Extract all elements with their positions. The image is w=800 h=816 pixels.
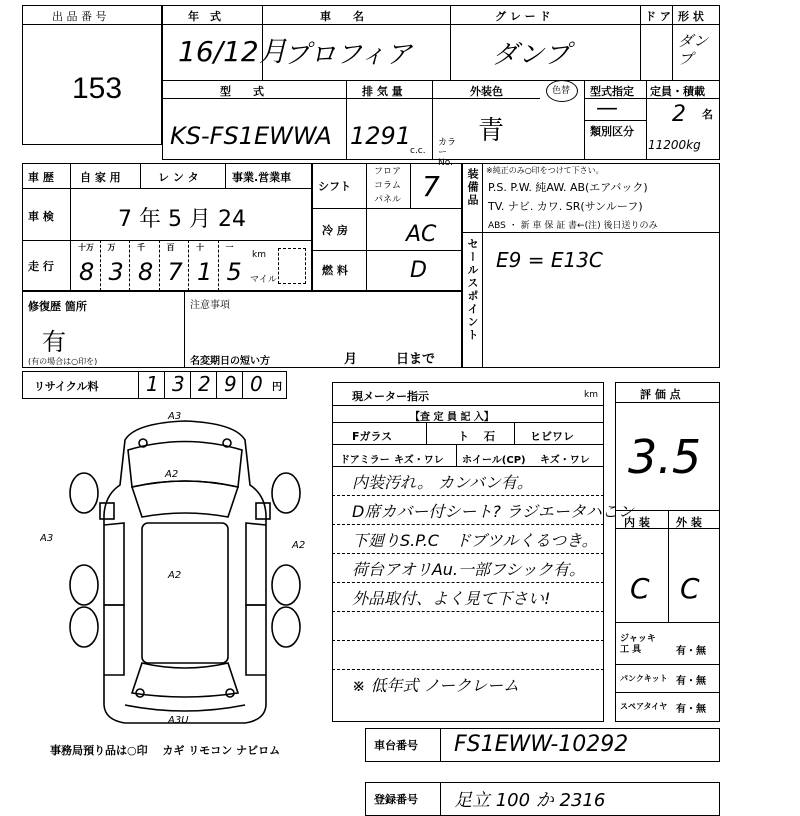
jack-label: ジャッキ 工 具 — [620, 634, 656, 655]
recycle-label: リサイクル料 — [34, 380, 99, 393]
year-label: 年 式 — [188, 10, 221, 23]
carname-label: 車 名 — [320, 10, 364, 23]
capacity-unit: 名 — [702, 108, 713, 121]
equipment-side-label: 装備品 — [466, 168, 479, 207]
shift-value: 7 — [422, 170, 440, 203]
puncture-label: パンクキット — [620, 674, 668, 683]
lot-number: 153 — [72, 72, 123, 105]
ac-label: 冷 房 — [322, 224, 348, 237]
diagram-mark-6: A3U — [168, 715, 189, 726]
repair-value: 有 — [42, 328, 66, 356]
mileage-label: 走 行 — [28, 260, 54, 273]
recycle-digit: 3 — [172, 372, 185, 396]
door-mirror-label: ドアミラー — [340, 455, 390, 466]
registration-value: 足立 100 か 2316 — [454, 790, 606, 811]
shift-label: シフト — [318, 180, 351, 193]
mileage-digit: 7 — [167, 258, 183, 286]
mileage-digit-header: 十万 — [78, 243, 94, 252]
history-option-business: 事業.営業車 — [232, 171, 292, 184]
interior-label: 内 装 — [624, 516, 650, 529]
repair-label: 修復歴 箇所 — [28, 300, 87, 313]
shaken-value: 7 年 5 月 24 — [118, 207, 246, 232]
mileage-digit-header: 十 — [196, 243, 204, 252]
diagram-mark-2: A2 — [165, 469, 179, 480]
lot-label: 出 品 番 号 — [52, 10, 107, 23]
load-value: 11200kg — [648, 138, 701, 152]
mileage-digit: 8 — [79, 258, 95, 286]
recycle-digit: 9 — [224, 372, 237, 396]
equipment-line3: ABS ・ 新 車 保 証 書←(注) 後日送りのみ — [488, 221, 658, 231]
history-option-rental: レ ン タ — [158, 171, 199, 184]
mileage-digit-header: 百 — [166, 243, 175, 252]
shift-option-column: コラム — [374, 181, 401, 191]
grade-value: ダンプ — [492, 40, 571, 70]
score-value: 3.5 — [628, 430, 702, 484]
notes-label: 注意事項 — [190, 300, 230, 311]
car-damage-diagram — [40, 405, 330, 735]
fglass-label: Fガラス — [352, 430, 393, 443]
equipment-note: ※純正のみ○印をつけて下さい。 — [486, 166, 604, 175]
year-value: 16/12月 — [178, 35, 287, 68]
chassis-label: 車台番号 — [374, 739, 418, 752]
color-no-label: カラー No. — [438, 138, 457, 168]
diagram-mark-4: A3 — [40, 533, 54, 544]
repair-sub: (有の場合は○印を) — [28, 357, 98, 366]
meter-label: 現メーター指示 — [352, 390, 429, 403]
shaken-label: 車 検 — [28, 210, 54, 223]
jack-presence: 有・無 — [676, 646, 706, 657]
exterior-value: C — [680, 572, 700, 605]
inspection-note-line: 外品取付、よく見て下さい! — [352, 589, 551, 608]
registration-label: 登録番号 — [374, 793, 418, 806]
mileage-digit: 3 — [108, 258, 124, 286]
inspector-header: 【査 定 員 記 入】 — [410, 412, 494, 423]
spare-label: スペアタイヤ — [620, 702, 668, 711]
mileage-digit-header: 千 — [137, 243, 145, 252]
mileage-digit: 1 — [197, 258, 213, 286]
door-label: ド ア — [645, 10, 671, 23]
recycle-digit: 1 — [146, 372, 159, 396]
meter-unit: km — [584, 390, 598, 400]
mile-label: マイル — [250, 275, 277, 285]
diagram-mark-5: A2 — [168, 570, 182, 581]
inspection-note-line: 荷台アオリAu.一部フシック有。 — [352, 560, 586, 579]
color-value: 青 — [478, 116, 505, 146]
ac-value: AC — [406, 222, 437, 247]
color-change-label: 色替 — [552, 86, 571, 96]
wheel-options: キズ・ワレ — [540, 455, 590, 466]
mileage-digit: 8 — [138, 258, 154, 286]
inspection-note-line: 下廻りS.P.C ドブツルくるつき。 — [352, 531, 598, 550]
glass-option-to: ト — [458, 430, 469, 443]
sales-point-label: セールスポイント — [466, 238, 479, 342]
fuel-value: D — [410, 258, 427, 283]
capacity-label: 定員・積載 — [650, 85, 705, 98]
diagram-footer: 事務局預り品は○印 カギ リモコン ナビロム — [50, 744, 281, 757]
door-mirror-options: キズ・ワレ — [394, 455, 444, 466]
cc-value: 1291 — [350, 122, 412, 150]
glass-option-crack: ヒビワレ — [530, 430, 574, 443]
cc-label: 排 気 量 — [362, 85, 403, 98]
type-class-label: 類別区分 — [590, 125, 634, 138]
mileage-digit-header: 一 — [225, 243, 234, 252]
car-body-outline — [104, 421, 266, 723]
color-change-circle — [546, 80, 578, 102]
expiry-month: 月 — [344, 352, 358, 367]
chassis-value: FS1EWW-10292 — [454, 732, 629, 757]
expiry-label: 名変期日の短い方 — [190, 356, 270, 367]
mileage-digit: 5 — [226, 258, 242, 286]
mileage-digit-header: 万 — [107, 243, 116, 252]
type-value: — — [596, 96, 618, 121]
interior-value: C — [630, 572, 650, 605]
history-option-private: 自 家 用 — [80, 171, 121, 184]
recycle-digit: 2 — [198, 372, 211, 396]
model-label: 型 式 — [220, 85, 264, 98]
recycle-digit: 0 — [250, 372, 263, 396]
puncture-presence: 有・無 — [676, 676, 706, 687]
score-label: 評 価 点 — [640, 388, 681, 401]
equipment-line1: P.S. P.W. 純AW. AB(エアバック) — [488, 181, 648, 194]
equipment-line2: TV. ナビ. カワ. SR(サンルーフ) — [488, 200, 643, 213]
sales-point-value: E9 = E13C — [496, 248, 603, 272]
inspection-note-line: ※ 低年式 ノークレーム — [352, 676, 520, 695]
color-label: 外装色 — [470, 85, 503, 98]
carname-value: プロフィア — [284, 40, 412, 70]
exterior-label: 外 装 — [676, 516, 702, 529]
inspection-note-line: D席カバー付シート? ラジエータハこン — [352, 502, 634, 521]
shape-label: 形 状 — [678, 10, 704, 23]
wheel-label: ホイール(CP) — [462, 455, 526, 466]
grade-label: グ レ ー ド — [495, 10, 551, 23]
shape-value: ダンプ — [678, 32, 709, 68]
shift-option-floor: フロア — [374, 167, 402, 177]
capacity-value: 2 — [672, 102, 686, 127]
type-spec-label: 型式指定 — [590, 85, 634, 98]
history-label: 車 歴 — [28, 171, 54, 184]
expiry-day: 日まで — [396, 352, 436, 367]
fuel-label: 燃 料 — [322, 264, 348, 277]
glass-option-stone: 石 — [484, 430, 495, 443]
recycle-unit: 円 — [272, 382, 282, 393]
km-label: km — [252, 250, 266, 260]
spare-presence: 有・無 — [676, 704, 706, 715]
model-value: KS-FS1EWWA — [170, 122, 332, 150]
shift-option-panel: パネル — [374, 195, 402, 205]
diagram-mark-1: A3 — [168, 411, 182, 422]
cc-unit: c.c. — [410, 146, 426, 156]
inspection-note-line: 内装汚れ。 カンバン有。 — [352, 473, 533, 492]
diagram-mark-3: A2 — [292, 540, 306, 551]
